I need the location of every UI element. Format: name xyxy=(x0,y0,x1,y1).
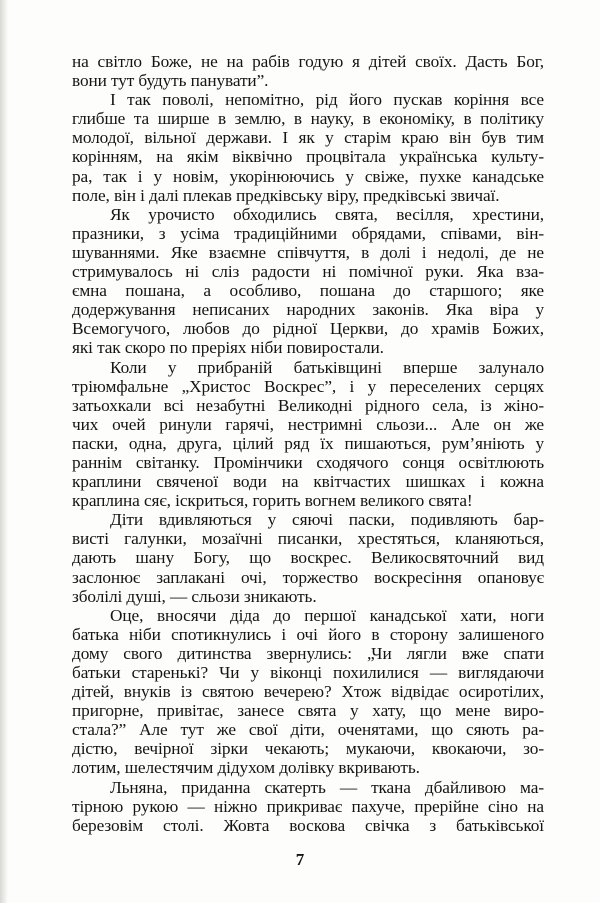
text-line: І так поволі, непомітно, рід його пускав коріння все xyxy=(110,90,544,110)
text-line: вони тут будуть панувати”. xyxy=(72,71,269,91)
text-line: чих очей ринули гарячі, нестримні сльози... Але он же xyxy=(72,414,544,434)
text-line: батьки старенькі? Чи у віконці похилилися — виглядаючи xyxy=(72,663,544,682)
text-line: Оце, вносячи діда до першої канадської хати, ноги xyxy=(110,605,544,625)
text-line: зболілі душі, — сльози зникають. xyxy=(72,586,317,606)
text-line: корінням, на якім віквічно процвітала українська культу- xyxy=(72,147,544,167)
text-line: тріюмфальне „Христос Воскрес”, і у переселених серцях xyxy=(72,376,544,396)
text-line: стримувалось ні сліз радости ні помічної руки. Яка вза- xyxy=(72,262,544,282)
text-line: пригорне, привітає, занесе свята у хату, що мене виро- xyxy=(72,701,544,721)
text-line: додержування неписаних народних законів. Яка віра у xyxy=(72,300,544,320)
text-line: дають шану Богу, що воскрес. Великосвяточний вид xyxy=(72,548,544,568)
text-line: батька ніби спотикнулись і очі його в сторону залишеного xyxy=(72,624,544,644)
text-line: Коли у прибраній батьківщині вперше залунало xyxy=(110,357,544,377)
text-line: краплина сяє, іскриться, горить вогнем великого свята! xyxy=(72,491,473,511)
paragraph xyxy=(72,90,544,205)
text-line: які так скоро по преріях ніби повиростали. xyxy=(72,338,384,358)
text-line: молодої, вільної держави. І як у старім краю він був тим xyxy=(72,128,544,148)
text-line: висті галунки, мозаїчні писанки, хрестяться, кланяються, xyxy=(72,529,544,549)
paragraph xyxy=(72,205,544,358)
text-line: Як урочисто обходились свята, весілля, хрестини, xyxy=(110,204,544,224)
text-line: ра, так і у новім, укорінюючись у свіже, пухке канадське xyxy=(72,166,544,186)
text-line: на світло Боже, не на рабів годую я дітей своїх. Дасть Бог, xyxy=(72,52,544,71)
text-line: глибше та ширше в землю, в науку, в економіку, в політику xyxy=(72,109,544,129)
text-line: затьохкали всі незабутні Великодні рідного села, із жіно- xyxy=(72,395,544,415)
text-line: раннім світанку. Промінчики сходячого сонця освітлюють xyxy=(72,452,544,472)
text-line: тірною рукою — ніжно прикриває пахуче, прерійне сіно на xyxy=(72,796,544,816)
paragraph xyxy=(72,510,544,605)
text-line: ємна пошана, а особливо, пошана до старшого; яке xyxy=(72,281,544,301)
text-line: дому свого дитинства звернулись: „Чи лягли вже спати xyxy=(72,643,544,663)
text-line: паски, одна, друга, цілий ряд їх пишаються, рум’яніють у xyxy=(72,433,544,453)
text-line: березовім столі. Жовта воскова свічка з батьківської xyxy=(72,815,544,835)
page-number: 7 xyxy=(295,850,305,869)
text-line: шуваннями. Яке взаємне співчуття, в долі і недолі, де не xyxy=(72,242,544,262)
scan-edge-shadow xyxy=(0,0,8,903)
text-line: заслонює заплакані очі, торжество воскресіння опановує xyxy=(72,567,544,587)
paragraph xyxy=(72,778,544,835)
text-line: стала?” Але тут же свої діти, оченятами, що сяють ра- xyxy=(72,720,544,740)
text-line: краплини свяченої води на квітчастих шишках і кожна xyxy=(72,472,544,492)
text-line: празники, з усіма традиційними обрядами, співами, він- xyxy=(72,223,544,243)
text-line: Всемогучого, любов до рідної Церкви, до храмів Божих, xyxy=(72,319,544,339)
text-line: дітей, внуків із святою вечерею? Хтож відвідає осиротілих, xyxy=(72,682,544,702)
paragraph xyxy=(72,358,544,511)
text-line: дістю, вечірної зірки чекають; мукаючи, квокаючи, зо- xyxy=(72,739,544,759)
page-body-text xyxy=(72,52,544,835)
paragraph xyxy=(72,52,544,90)
text-line: лотим, шелестячим дідухом долівку вкривають. xyxy=(72,758,420,778)
paragraph xyxy=(72,606,544,778)
text-line: поле, він і далі плекав предківську віру, предківські звичаї. xyxy=(72,185,500,205)
text-line: Льняна, приданна скатерть — ткана дбайливою ма- xyxy=(110,777,544,797)
text-line: Діти вдивляються у сяючі паски, подивляють бар- xyxy=(110,510,544,530)
